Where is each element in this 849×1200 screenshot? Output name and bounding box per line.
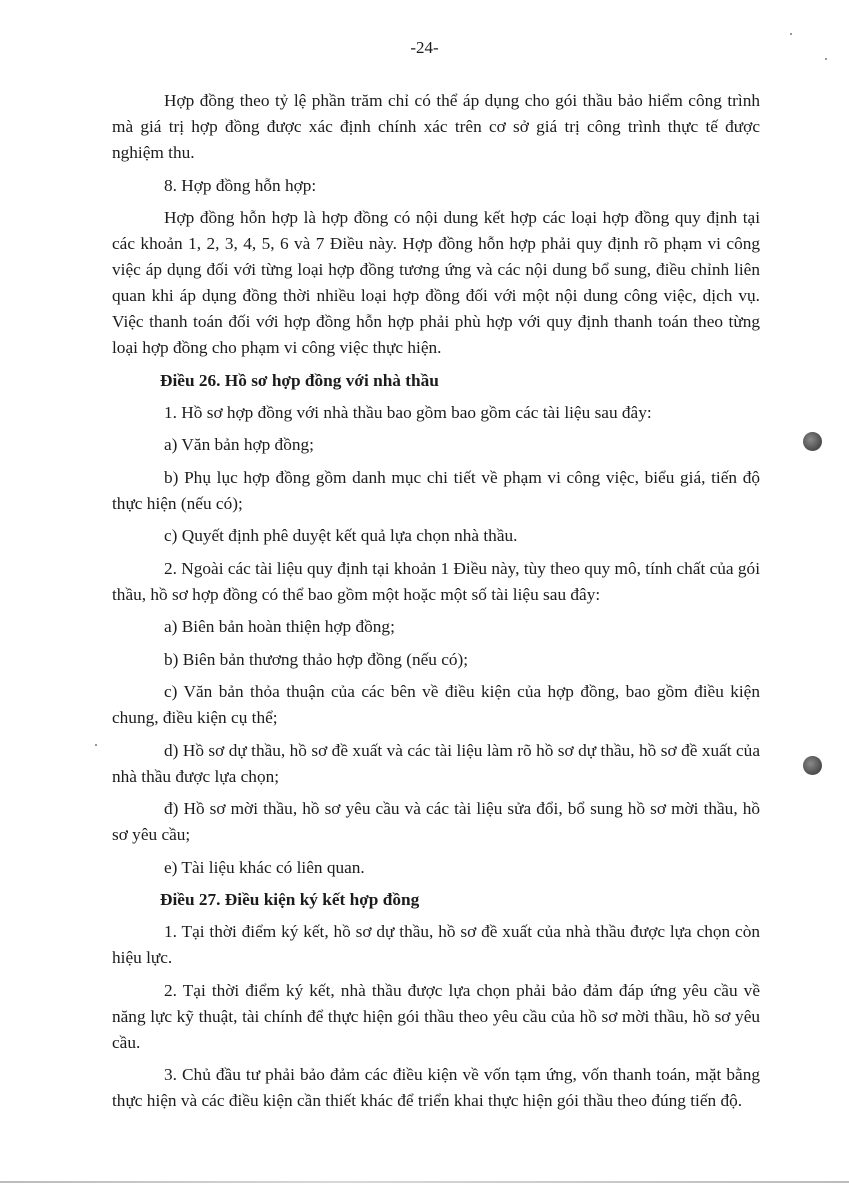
paragraph-percentage-contract: Hợp đồng theo tỷ lệ phần trăm chỉ có thể áp dụng cho gói thầu bảo hiểm công trình mà giá trị hợp đồng được xác định chính xác trên cơ sở giá trị công trình thực tế được nghiệm thu. (112, 91, 760, 162)
article-27-heading: Điều 27. Điều kiện ký kết hợp đồng (160, 890, 420, 909)
paragraph-mixed-contract: Hợp đồng hỗn hợp là hợp đồng có nội dung kết hợp các loại hợp đồng quy định tại các khoản 1, 2, 3, 4, 5, 6 và 7 Điều này. Hợp đồng hỗn hợp phải quy định rõ phạm vi công việc áp dụng đối với từng loại hợp đồng tương ứng và các nội dung bổ sung, điều chỉnh liên quan khi áp dụng đồng thời nhiều loại hợp đồng đối với một nội dung công việc, dịch vụ. Việc thanh toán đối với hợp đồng hỗn hợp phải phù hợp với quy định thanh toán theo từng loại hợp đồng cho phạm vi công việc thực hiện. (112, 208, 760, 357)
article-26-clause-1-item-c: c) Quyết định phê duyệt kết quả lựa chọn nhà thầu. (164, 526, 518, 545)
article-27-clause-1: 1. Tại thời điểm ký kết, hồ sơ dự thầu, hồ sơ đề xuất của nhà thầu được lựa chọn còn hiệu lực. (112, 922, 760, 967)
punch-hole-bottom (803, 756, 822, 775)
article-26-clause-2-item-e: e) Tài liệu khác có liên quan. (164, 857, 365, 877)
article-26-clause-2-item-b: b) Biên bản thương thảo hợp đồng (nếu có); (164, 649, 469, 669)
article-27-clause-2: 2. Tại thời điểm ký kết, nhà thầu được lựa chọn phải bảo đảm đáp ứng yêu cầu về năng lực kỹ thuật, tài chính để thực hiện gói thầu theo yêu cầu của hồ sơ mời thầu, hồ sơ yêu cầu. (112, 980, 760, 1052)
article-26-clause-1-item-b: b) Phụ lục hợp đồng gồm danh mục chi tiết về phạm vi công việc, biểu giá, tiến độ thực hiện (nếu có); (112, 467, 760, 513)
scan-speck (790, 33, 792, 35)
article-26-clause-2-item-c: c) Văn bản thỏa thuận của các bên về điều kiện của hợp đồng, bao gồm điều kiện chung, điều kiện cụ thể; (112, 682, 760, 727)
article-26-clause-1-item-a: a) Văn bản hợp đồng; (164, 435, 314, 454)
article-26-clause-2-item-a: a) Biên bản hoàn thiện hợp đồng; (164, 617, 395, 636)
article-26-clause-2-item-d: d) Hồ sơ dự thầu, hồ sơ đề xuất và các tài liệu làm rõ hồ sơ dự thầu, hồ sơ đề xuất của nhà thầu được lựa chọn; (112, 740, 760, 786)
article-27-clause-3: 3. Chủ đầu tư phải bảo đảm các điều kiện về vốn tạm ứng, vốn thanh toán, mặt bằng thực hiện và các điều kiện cần thiết khác để triển khai thực hiện gói thầu theo đúng tiến độ. (112, 1065, 760, 1110)
article-26-clause-2-item-dd: đ) Hồ sơ mời thầu, hồ sơ yêu cầu và các tài liệu sửa đổi, bổ sung hồ sơ mời thầu, hồ sơ yêu cầu; (112, 799, 760, 844)
scan-edge-line (0, 1181, 849, 1183)
article-26-clause-1: 1. Hồ sơ hợp đồng với nhà thầu bao gồm bao gồm các tài liệu sau đây: (164, 402, 652, 422)
document-body (112, 88, 760, 1121)
clause-8-title: 8. Hợp đồng hỗn hợp: (164, 175, 317, 195)
article-26-heading: Điều 26. Hồ sơ hợp đồng với nhà thầu (160, 370, 439, 390)
scan-speck (95, 744, 97, 746)
punch-hole-top (803, 432, 822, 451)
article-26-clause-2: 2. Ngoài các tài liệu quy định tại khoản 1 Điều này, tùy theo quy mô, tính chất của gói thầu, hồ sơ hợp đồng có thể bao gồm một hoặc một số tài liệu sau đây: (112, 558, 760, 604)
page-number: -24- (410, 38, 439, 57)
scan-speck (825, 58, 827, 60)
